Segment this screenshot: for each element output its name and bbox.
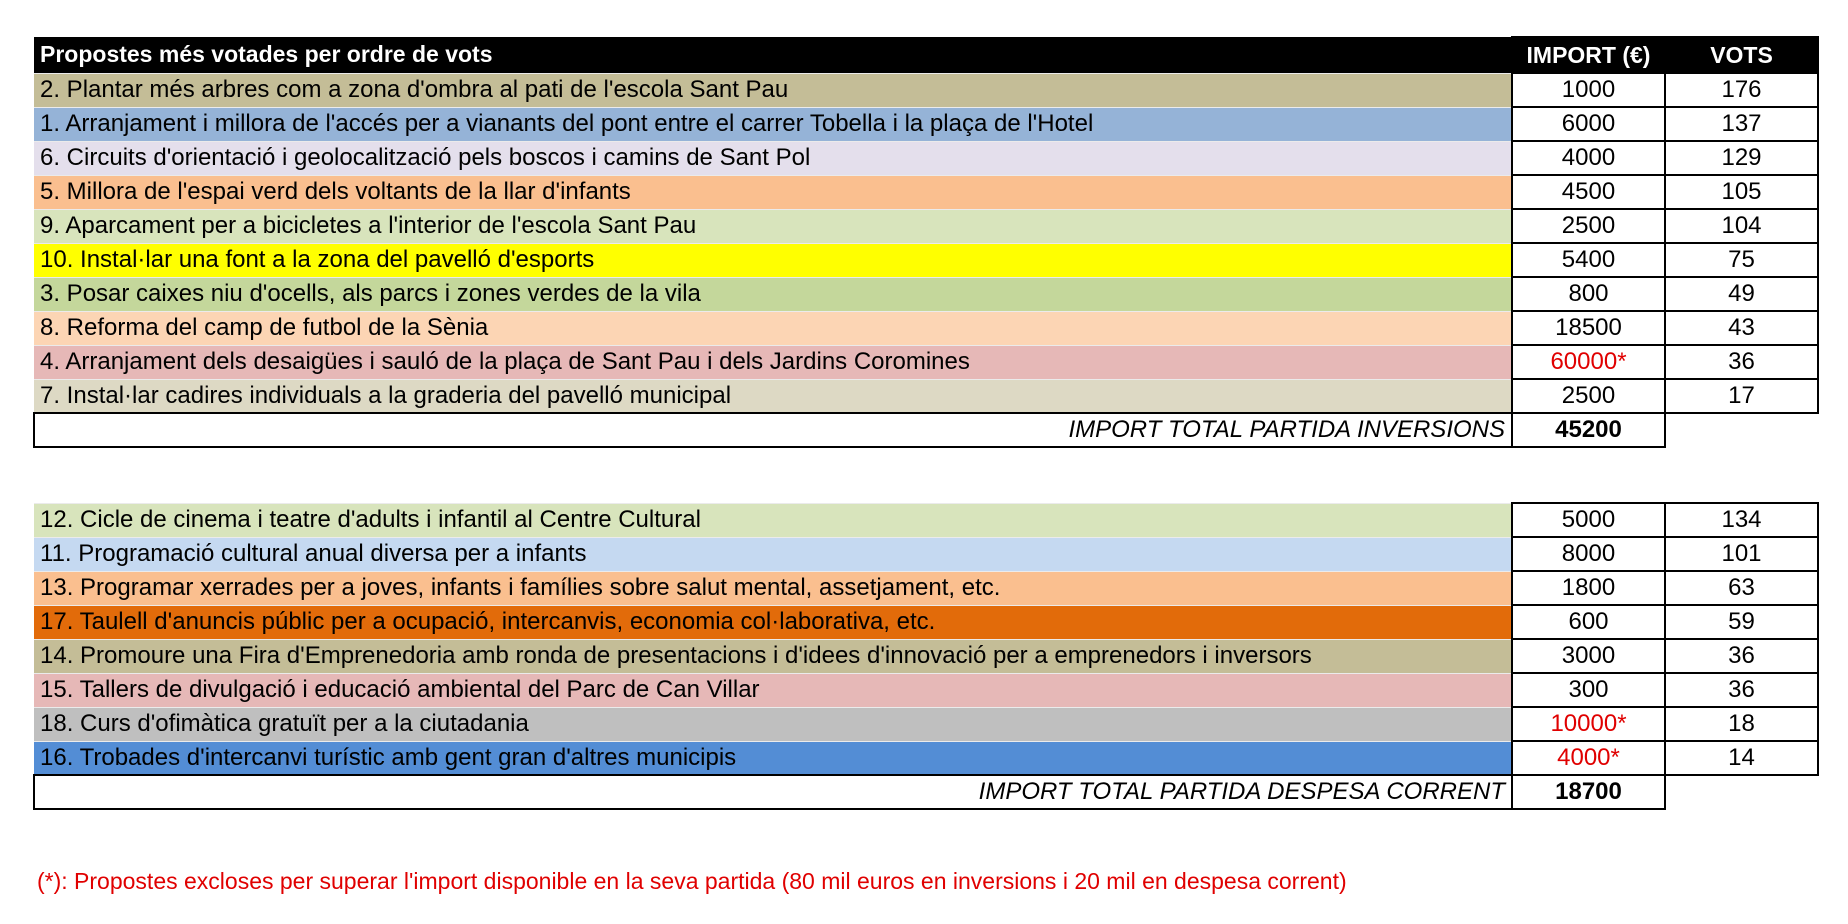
table-row bbox=[34, 243, 1818, 277]
proposal-votes: 129 bbox=[1665, 141, 1818, 175]
inversions-table bbox=[33, 36, 1819, 448]
table-row bbox=[34, 571, 1818, 605]
proposal-label: 1. Arranjament i millora de l'accés per a vianants del pont entre el carrer Tobella i la plaça de l'Hotel bbox=[34, 107, 1512, 141]
proposal-votes: 176 bbox=[1665, 73, 1818, 107]
table-row bbox=[34, 605, 1818, 639]
proposal-votes: 101 bbox=[1665, 537, 1818, 571]
table-row bbox=[34, 209, 1818, 243]
proposal-import: 18500 bbox=[1512, 311, 1665, 345]
total-row-inversions bbox=[34, 413, 1818, 447]
proposal-label: 16. Trobades d'intercanvi turístic amb gent gran d'altres municipis bbox=[34, 741, 1512, 775]
proposal-import: 10000* bbox=[1512, 707, 1665, 741]
proposal-votes: 49 bbox=[1665, 277, 1818, 311]
proposal-import: 3000 bbox=[1512, 639, 1665, 673]
proposal-label: 6. Circuits d'orientació i geolocalització pels boscos i camins de Sant Pol bbox=[34, 141, 1512, 175]
proposal-import: 5000 bbox=[1512, 503, 1665, 537]
proposal-votes: 137 bbox=[1665, 107, 1818, 141]
proposal-votes: 36 bbox=[1665, 345, 1818, 379]
proposal-import: 1000 bbox=[1512, 73, 1665, 107]
proposal-import: 600 bbox=[1512, 605, 1665, 639]
proposal-votes: 59 bbox=[1665, 605, 1818, 639]
total-blank-cell bbox=[1665, 413, 1818, 447]
proposal-import: 4500 bbox=[1512, 175, 1665, 209]
proposal-import: 4000 bbox=[1512, 141, 1665, 175]
footnote: (*): Propostes excloses per superar l'import disponible en la seva partida (80 mil euros en inversions i 20 mil en despesa corrent) bbox=[37, 868, 1347, 894]
proposal-label: 3. Posar caixes niu d'ocells, als parcs i zones verdes de la vila bbox=[34, 277, 1512, 311]
table-row bbox=[34, 639, 1818, 673]
proposal-label: 12. Cicle de cinema i teatre d'adults i infantil al Centre Cultural bbox=[34, 503, 1512, 537]
proposal-votes: 17 bbox=[1665, 379, 1818, 413]
proposal-label: 11. Programació cultural anual diversa per a infants bbox=[34, 537, 1512, 571]
proposal-label: 2. Plantar més arbres com a zona d'ombra al pati de l'escola Sant Pau bbox=[34, 73, 1512, 107]
header-import: IMPORT (€) bbox=[1512, 37, 1665, 73]
proposal-label: 18. Curs d'ofimàtica gratuït per a la ciutadania bbox=[34, 707, 1512, 741]
table-row bbox=[34, 141, 1818, 175]
proposal-import: 1800 bbox=[1512, 571, 1665, 605]
table-row bbox=[34, 741, 1818, 775]
total-blank-cell bbox=[1665, 775, 1818, 809]
table-row bbox=[34, 707, 1818, 741]
proposal-import: 60000* bbox=[1512, 345, 1665, 379]
proposal-votes: 36 bbox=[1665, 673, 1818, 707]
proposal-import: 300 bbox=[1512, 673, 1665, 707]
proposal-label: 14. Promoure una Fira d'Emprenedoria amb ronda de presentacions i d'idees d'innovació per a emprenedors i inversors bbox=[34, 639, 1512, 673]
proposal-votes: 63 bbox=[1665, 571, 1818, 605]
proposal-votes: 105 bbox=[1665, 175, 1818, 209]
proposal-votes: 18 bbox=[1665, 707, 1818, 741]
header-title: Propostes més votades per ordre de vots bbox=[34, 37, 1512, 73]
table-row bbox=[34, 537, 1818, 571]
proposal-import: 800 bbox=[1512, 277, 1665, 311]
despesa-table-body bbox=[34, 503, 1818, 775]
table-row bbox=[34, 673, 1818, 707]
table-row bbox=[34, 73, 1818, 107]
proposal-import: 6000 bbox=[1512, 107, 1665, 141]
total-label-despesa: IMPORT TOTAL PARTIDA DESPESA CORRENT bbox=[34, 775, 1512, 809]
proposal-label: 5. Millora de l'espai verd dels voltants de la llar d'infants bbox=[34, 175, 1512, 209]
table-row bbox=[34, 175, 1818, 209]
table-row bbox=[34, 107, 1818, 141]
proposal-label: 4. Arranjament dels desaigües i sauló de la plaça de Sant Pau i dels Jardins Coromines bbox=[34, 345, 1512, 379]
proposal-import: 2500 bbox=[1512, 209, 1665, 243]
proposal-label: 9. Aparcament per a bicicletes a l'interior de l'escola Sant Pau bbox=[34, 209, 1512, 243]
inversions-table-body bbox=[34, 37, 1818, 413]
total-label-inversions: IMPORT TOTAL PARTIDA INVERSIONS bbox=[34, 413, 1512, 447]
proposal-votes: 134 bbox=[1665, 503, 1818, 537]
total-value-inversions: 45200 bbox=[1512, 413, 1665, 447]
table-row bbox=[34, 503, 1818, 537]
proposal-import: 2500 bbox=[1512, 379, 1665, 413]
proposal-label: 8. Reforma del camp de futbol de la Sènia bbox=[34, 311, 1512, 345]
table-row bbox=[34, 379, 1818, 413]
proposal-votes: 43 bbox=[1665, 311, 1818, 345]
table-row bbox=[34, 311, 1818, 345]
proposal-label: 10. Instal·lar una font a la zona del pavelló d'esports bbox=[34, 243, 1512, 277]
proposal-label: 17. Taulell d'anuncis públic per a ocupació, intercanvis, economia col·laborativa, etc. bbox=[34, 605, 1512, 639]
table-row bbox=[34, 345, 1818, 379]
despesa-table bbox=[33, 502, 1819, 810]
header-votes: VOTS bbox=[1665, 37, 1818, 73]
proposal-import: 8000 bbox=[1512, 537, 1665, 571]
proposal-votes: 75 bbox=[1665, 243, 1818, 277]
proposal-import: 5400 bbox=[1512, 243, 1665, 277]
proposal-label: 7. Instal·lar cadires individuals a la graderia del pavelló municipal bbox=[34, 379, 1512, 413]
proposal-votes: 104 bbox=[1665, 209, 1818, 243]
table-header-row bbox=[34, 37, 1818, 73]
proposal-label: 15. Tallers de divulgació i educació ambiental del Parc de Can Villar bbox=[34, 673, 1512, 707]
table-row bbox=[34, 277, 1818, 311]
proposal-votes: 36 bbox=[1665, 639, 1818, 673]
proposal-votes: 14 bbox=[1665, 741, 1818, 775]
total-row-despesa bbox=[34, 775, 1818, 809]
inversions-total bbox=[34, 413, 1818, 447]
total-value-despesa: 18700 bbox=[1512, 775, 1665, 809]
proposal-label: 13. Programar xerrades per a joves, infants i famílies sobre salut mental, assetjament, etc. bbox=[34, 571, 1512, 605]
proposal-import: 4000* bbox=[1512, 741, 1665, 775]
despesa-total bbox=[34, 775, 1818, 809]
